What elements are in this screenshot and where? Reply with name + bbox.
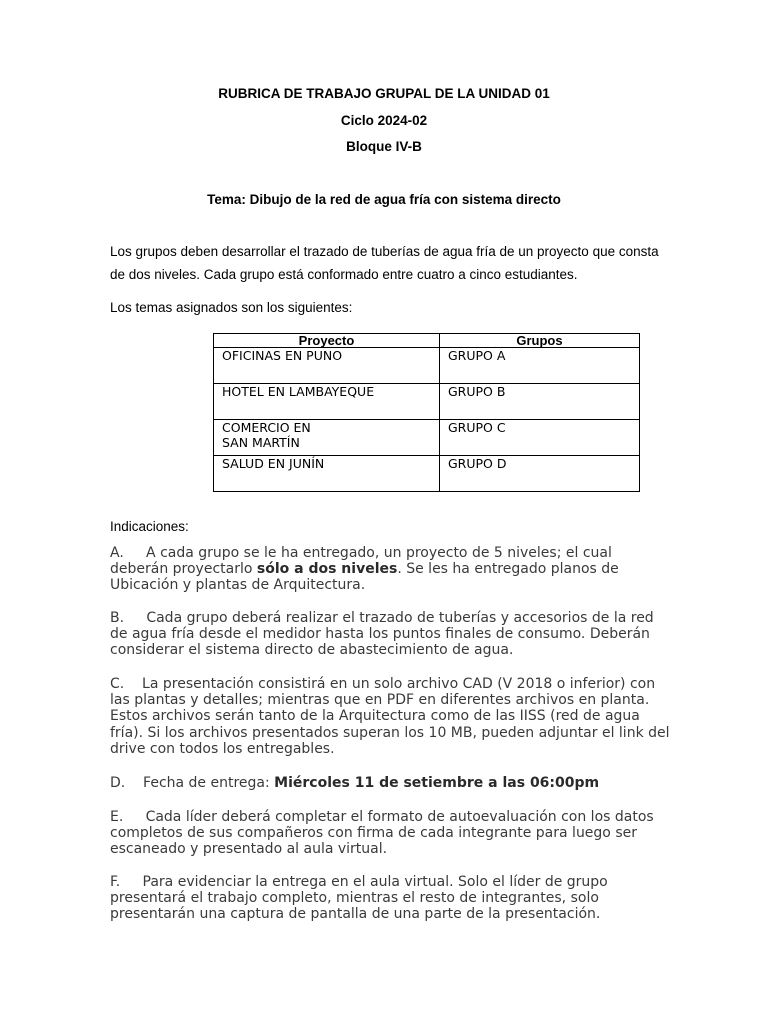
- table-row: [214, 456, 640, 492]
- group-cell: GRUPO B: [440, 384, 640, 420]
- item-letter: A.: [110, 545, 124, 561]
- item-text: Fecha de entrega:: [143, 775, 275, 791]
- indications-heading: Indicaciones:: [110, 519, 189, 534]
- project-cell: [214, 384, 440, 420]
- projects-table: [213, 333, 640, 492]
- indication-item-c: [110, 676, 670, 757]
- document-cycle: Ciclo 2024-02: [340, 113, 428, 128]
- group-cell: GRUPO D: [440, 456, 640, 492]
- table-row: [214, 348, 640, 384]
- item-emphasis: sólo a dos niveles: [256, 561, 398, 578]
- item-text: Cada líder deberá completar el formato de autoevaluación con los datos completos de sus compañeros con firma de cada integrante para luego ser escaneado y presentado al aula virtual.: [110, 809, 654, 858]
- indication-item-d: [110, 775, 670, 791]
- group-cell: GRUPO A: [440, 348, 640, 384]
- item-text: Cada grupo deberá realizar el trazado de tuberías y accesorios de la red de agua fría desde el medidor hasta los puntos finales de consumo. Deberán considerar el sistema directo de abastecimiento de agua.: [110, 610, 654, 659]
- document-title: RUBRICA DE TRABAJO GRUPAL DE LA UNIDAD 01: [218, 86, 550, 101]
- item-text: A cada grupo se le ha entregado, un proyecto de 5 niveles; el cual deberán proyectarlo: [110, 545, 612, 578]
- table-row: [214, 384, 640, 420]
- project-name: COMERCIO EN: [222, 420, 311, 435]
- item-letter: E.: [110, 809, 124, 825]
- item-text: Para evidenciar la entrega en el aula virtual. Solo el líder de grupo presentará el trabajo completo, mientras el resto de integrantes, solo presentarán una captura de pantalla de una parte de la presentación.: [110, 874, 608, 923]
- project-cell: [214, 420, 440, 456]
- due-date: Miércoles 11 de setiembre a las 06:00pm: [274, 775, 600, 791]
- document-topic: Tema: Dibujo de la red de agua fría con sistema directo: [207, 192, 561, 207]
- item-text-end: . Se les ha entregado planos de Ubicación y plantas de Arquitectura.: [110, 561, 619, 594]
- item-letter: C.: [110, 676, 125, 692]
- indication-item-f: [110, 874, 670, 923]
- group-cell: GRUPO C: [440, 420, 640, 456]
- project-name: SALUD EN JUNÍN: [222, 456, 325, 471]
- indication-item-a: [110, 545, 670, 594]
- project-name: HOTEL EN LAMBAYEQUE: [222, 384, 375, 399]
- project-cell: [214, 348, 440, 384]
- indication-item-e: [110, 809, 670, 858]
- item-letter: F.: [110, 874, 121, 890]
- project-name-line2: SAN MARTÍN: [222, 435, 300, 450]
- table-header-row: [214, 334, 640, 348]
- item-letter: B.: [110, 610, 125, 626]
- project-name: OFICINAS EN PUNO: [222, 348, 343, 363]
- item-text: La presentación consistirá en un solo archivo CAD (V 2018 o inferior) con las plantas y detalles; mientras que en PDF en diferentes archivos en planta. Estos archivos serán tanto de la Arquitectura como de las IISS (red de agua fría). Si los archivos presentados superan los 10 MB, pueden adjuntar el link del drive con todos los entregables.: [110, 676, 670, 757]
- indication-item-b: [110, 610, 670, 659]
- assigned-topics-text: Los temas asignados son los siguientes:: [110, 300, 353, 315]
- item-letter: D.: [110, 775, 126, 791]
- project-cell: [214, 456, 440, 492]
- table-row: [214, 420, 640, 456]
- document-block: Bloque IV-B: [346, 139, 422, 154]
- column-header-groups: Grupos: [440, 334, 640, 348]
- column-header-project: Proyecto: [214, 334, 440, 348]
- intro-paragraph: Los grupos deben desarrollar el trazado de tuberías de agua fría de un proyecto que consta de dos niveles. Cada grupo está conformado entre cuatro a cinco estudiantes.: [110, 244, 659, 282]
